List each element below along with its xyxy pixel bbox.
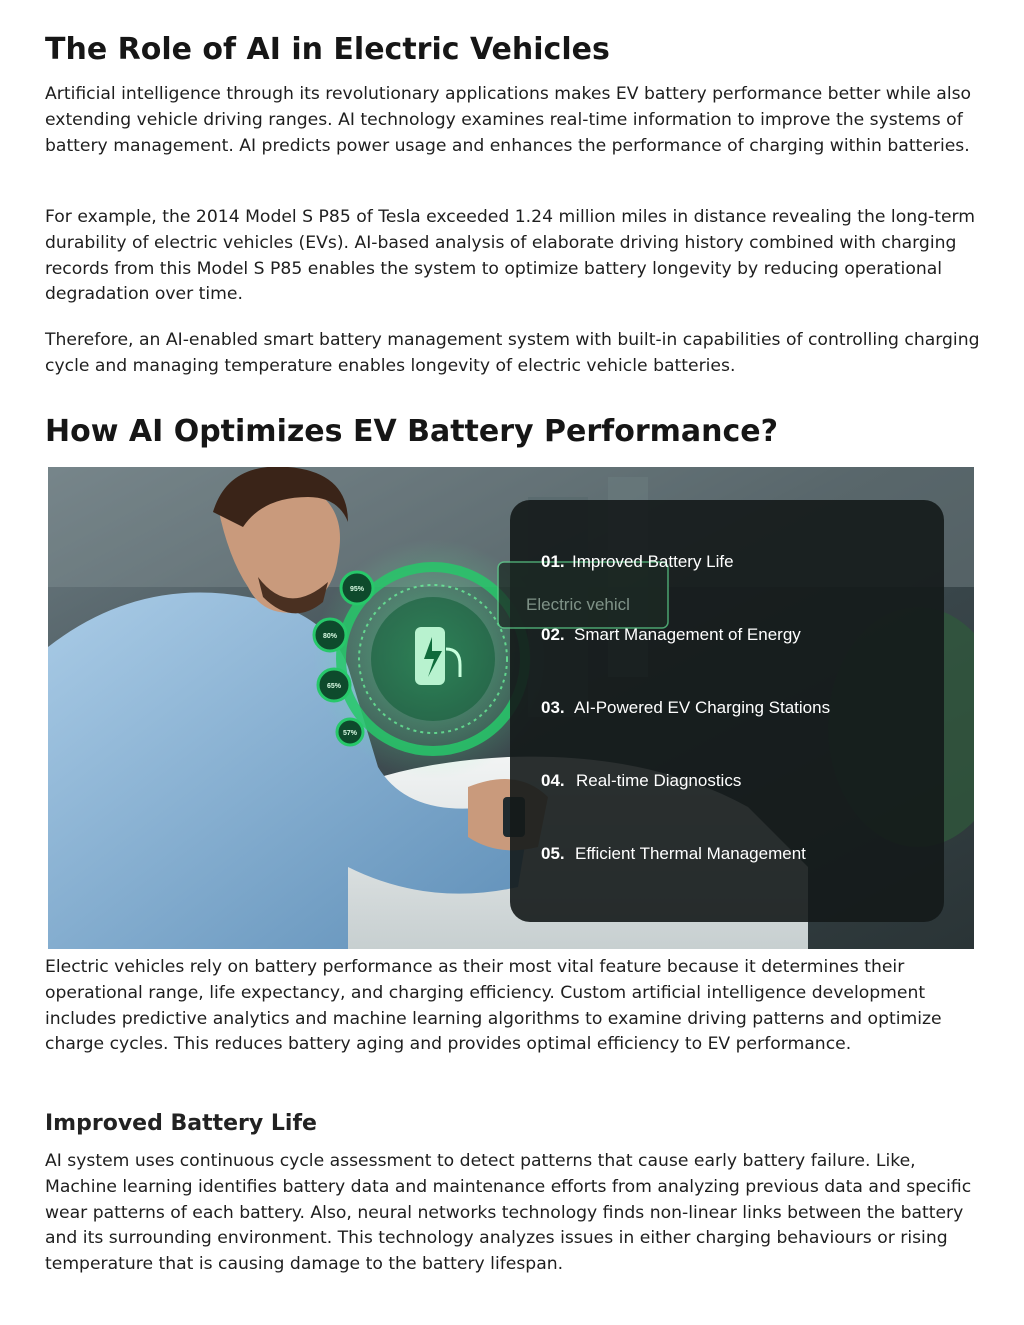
feature-label-2: Smart Management of Energy (574, 625, 801, 644)
section-title-ai-in-ev: The Role of AI in Electric Vehicles (45, 32, 610, 67)
gauge-95: 95% (349, 586, 365, 593)
hud-card-label: Electric vehicl (526, 595, 630, 614)
paragraph-battery-performance: Electric vehicles rely on battery performance as their most vital feature because it determines their operational range, life expectancy, and charging efficiency. Custom artificial intelligence development includes predictive analytics and machine learning algorithms to examine driving patterns and optimize charge cycles. This reduces battery aging and provides optimal efficiency to EV performance. (45, 957, 942, 1055)
gauge-65: 65% (326, 683, 342, 690)
subsection-title-improved-battery-life: Improved Battery Life (45, 1111, 317, 1136)
paragraph-tesla-example: For example, the 2014 Model S P85 of Tesla exceeded 1.24 million miles in distance revealing the long-term durability of electric vehicles (EVs). AI-based analysis of elaborate driving history combined with charging records from this Model S P85 enables the system to optimize battery longevity by reducing operational degradation over time. (45, 207, 976, 305)
article-figure-ev-battery (48, 467, 974, 949)
feature-label-4: Real-time Diagnostics (576, 771, 742, 790)
feature-num-1: 01. (541, 552, 565, 571)
paragraph-conclusion: Therefore, an AI-enabled smart battery management system with built-in capabilities of controlling charging cycle and managing temperature enables longevity of electric vehicle batteries. (45, 330, 980, 376)
section-title-ai-optimizes: How AI Optimizes EV Battery Performance? (45, 414, 779, 449)
figure-illustration (48, 467, 974, 949)
feature-label-5: Efficient Thermal Management (575, 844, 806, 863)
paragraph-intro: Artificial intelligence through its revolutionary applications makes EV battery performance better while also extending vehicle driving ranges. AI technology examines real-time information to improve the systems of battery management. AI predicts power usage and enhances the performance of charging within batteries. (45, 84, 972, 156)
feature-num-5: 05. (541, 844, 565, 863)
feature-label-3: AI-Powered EV Charging Stations (574, 698, 831, 717)
feature-num-2: 02. (541, 625, 565, 644)
feature-num-3: 03. (541, 698, 565, 717)
paragraph-improved-battery-life: AI system uses continuous cycle assessment to detect patterns that cause early battery failure. Like, Machine learning identifies battery data and maintenance efforts from analyzing previous data and specific wear patterns of each battery. Also, neural networks technology finds non-linear links between the battery and its surrounding environment. This technology analyzes issues in either charging behaviours or rising temperature that is causing damage to the battery lifespan. (45, 1151, 972, 1275)
gauge-80: 80% (322, 633, 338, 640)
feature-label-1: Improved Battery Life (572, 552, 734, 571)
gauge-57: 57% (342, 730, 358, 737)
feature-num-4: 04. (541, 771, 565, 790)
